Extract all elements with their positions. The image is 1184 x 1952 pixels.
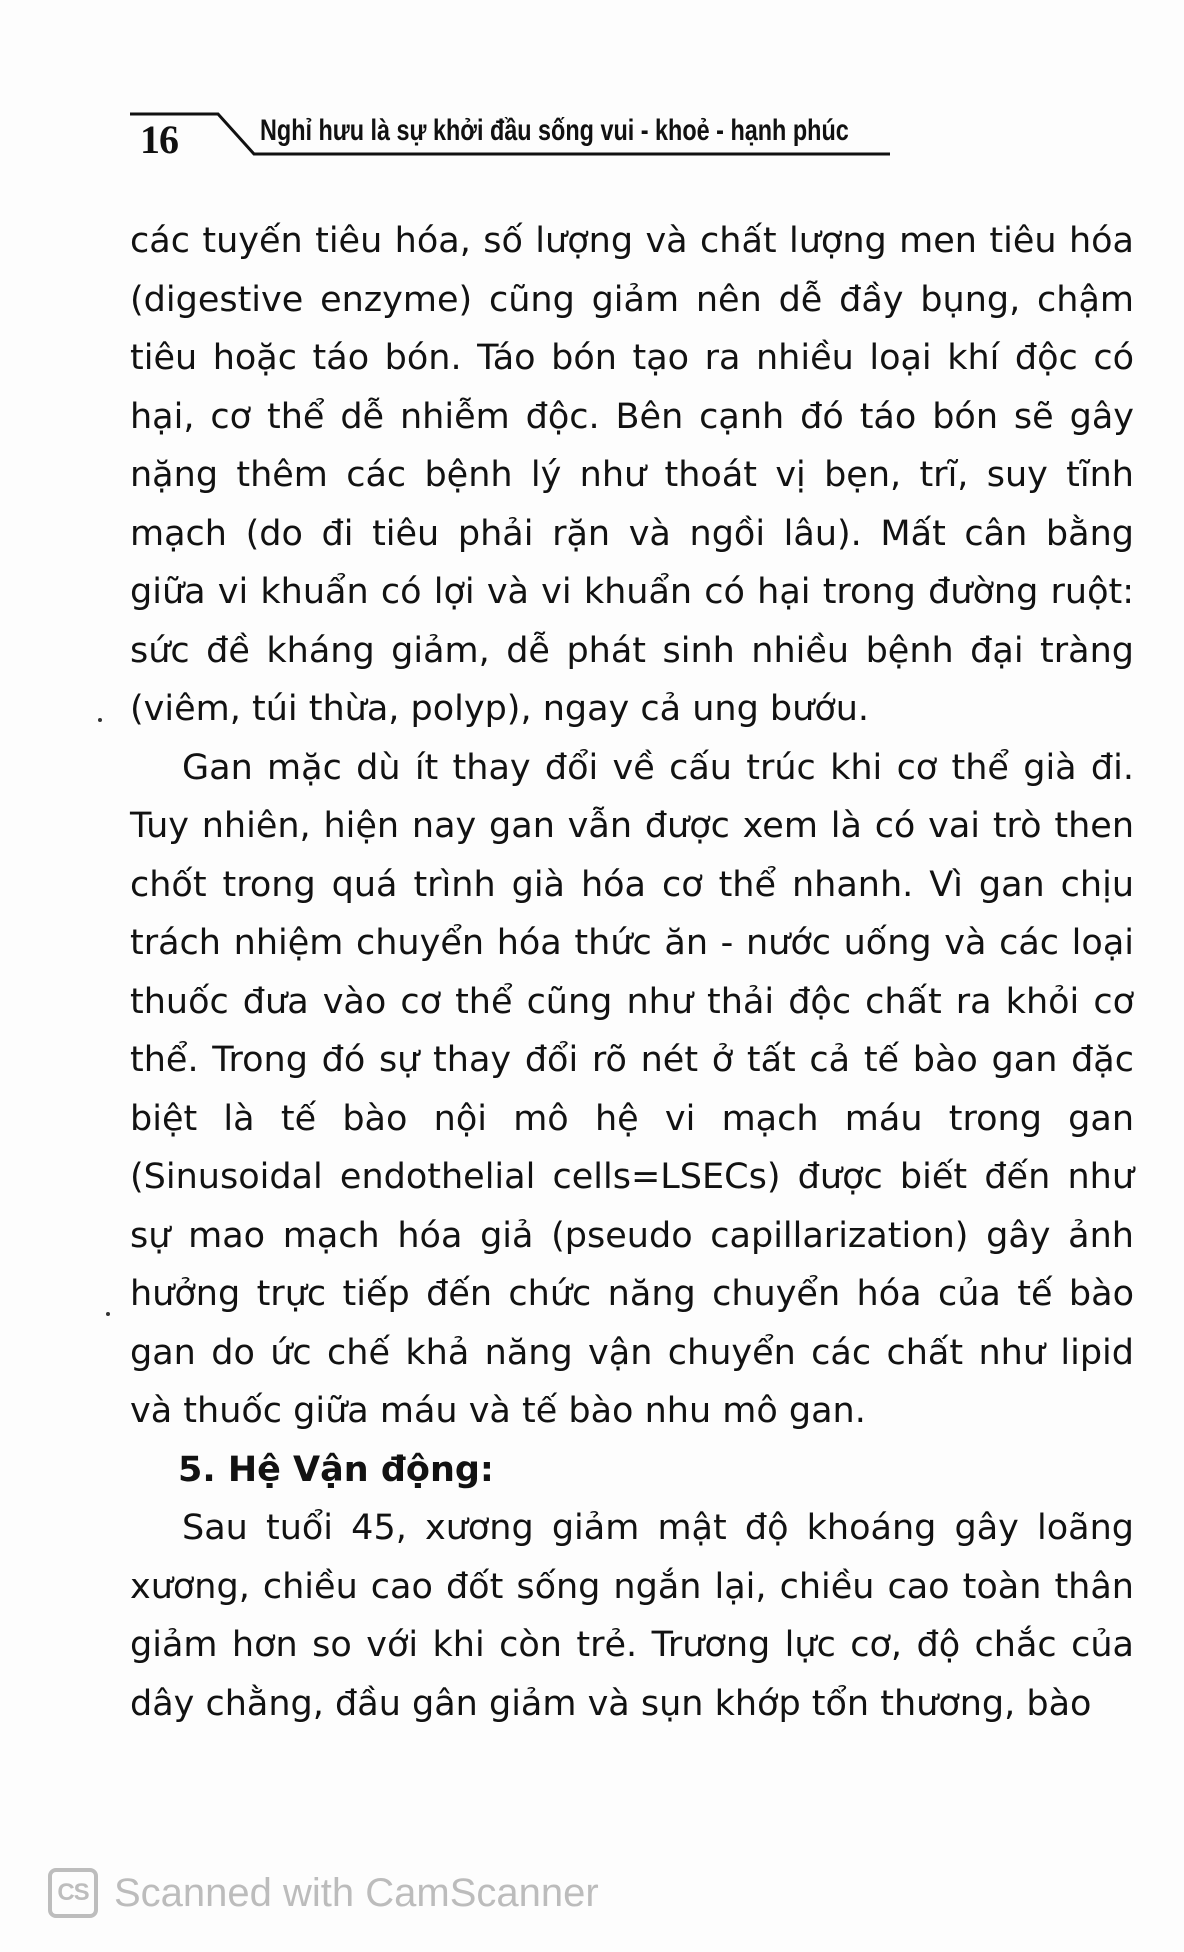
camscanner-watermark — [48, 1868, 599, 1918]
body-text — [130, 212, 1134, 1733]
paragraph-musculoskeletal: Sau tuổi 45, xương giảm mật độ khoáng gây loãng xương, chiều cao đốt sống ngắn lại, chiều cao toàn thân giảm hơn so với khi còn trẻ. Trương lực cơ, độ chắc của dây chằng, đầu gân giảm và sụn khớp tổn thương, bào — [130, 1508, 1134, 1724]
watermark-text: Scanned with CamScanner — [114, 1870, 599, 1915]
camscanner-logo-icon: CS — [48, 1868, 98, 1918]
paragraph-digestion: các tuyến tiêu hóa, số lượng và chất lượng men tiêu hóa (digestive enzyme) cũng giảm nên dễ đầy bụng, chậm tiêu hoặc táo bón. Táo bón tạo ra nhiều loại khí độc có hại, cơ thể dễ nhiễm độc. Bên cạnh đó táo bón sẽ gây nặng thêm các bệnh lý như thoát vị bẹn, trĩ, suy tĩnh mạch (do đi tiêu phải rặn và ngồi lâu). Mất cân bằng giữa vi khuẩn có lợi và vi khuẩn có hại trong đường ruột: sức đề kháng giảm, dễ phát sinh nhiều bệnh đại tràng (viêm, túi thừa, polyp), ngay cả ung bướu. — [130, 221, 1134, 729]
running-title: Nghỉ hưu là sự khởi đầu sống vui - khoẻ - hạnh phúc — [260, 114, 849, 147]
scan-speck — [106, 1312, 110, 1316]
scan-speck — [98, 718, 102, 722]
paragraph-liver: Gan mặc dù ít thay đổi về cấu trúc khi cơ thể già đi. Tuy nhiên, hiện nay gan vẫn được xem là có vai trò then chốt trong quá trình già hóa cơ thể nhanh. Vì gan chịu trách nhiệm chuyển hóa thức ăn - nước uống và các loại thuốc đưa vào cơ thể cũng như thải độc chất ra khỏi cơ thể. Trong đó sự thay đổi rõ nét ở tất cả tế bào gan đặc biệt là tế bào nội mô hệ vi mạch máu trong gan (Sinusoidal endothelial cells=LSECs) được biết đến như sự mao mạch hóa giả (pseudo capillarization) gây ảnh hưởng trực tiếp đến chức năng chuyển hóa của tế bào gan do ức chế khả năng vận chuyển các chất như lipid và thuốc giữa máu và tế bào nhu mô gan. — [130, 747, 1134, 1431]
section-heading: 5. Hệ Vận động: — [178, 1449, 494, 1490]
page-number: 16 — [140, 117, 178, 162]
page-header — [130, 92, 890, 172]
